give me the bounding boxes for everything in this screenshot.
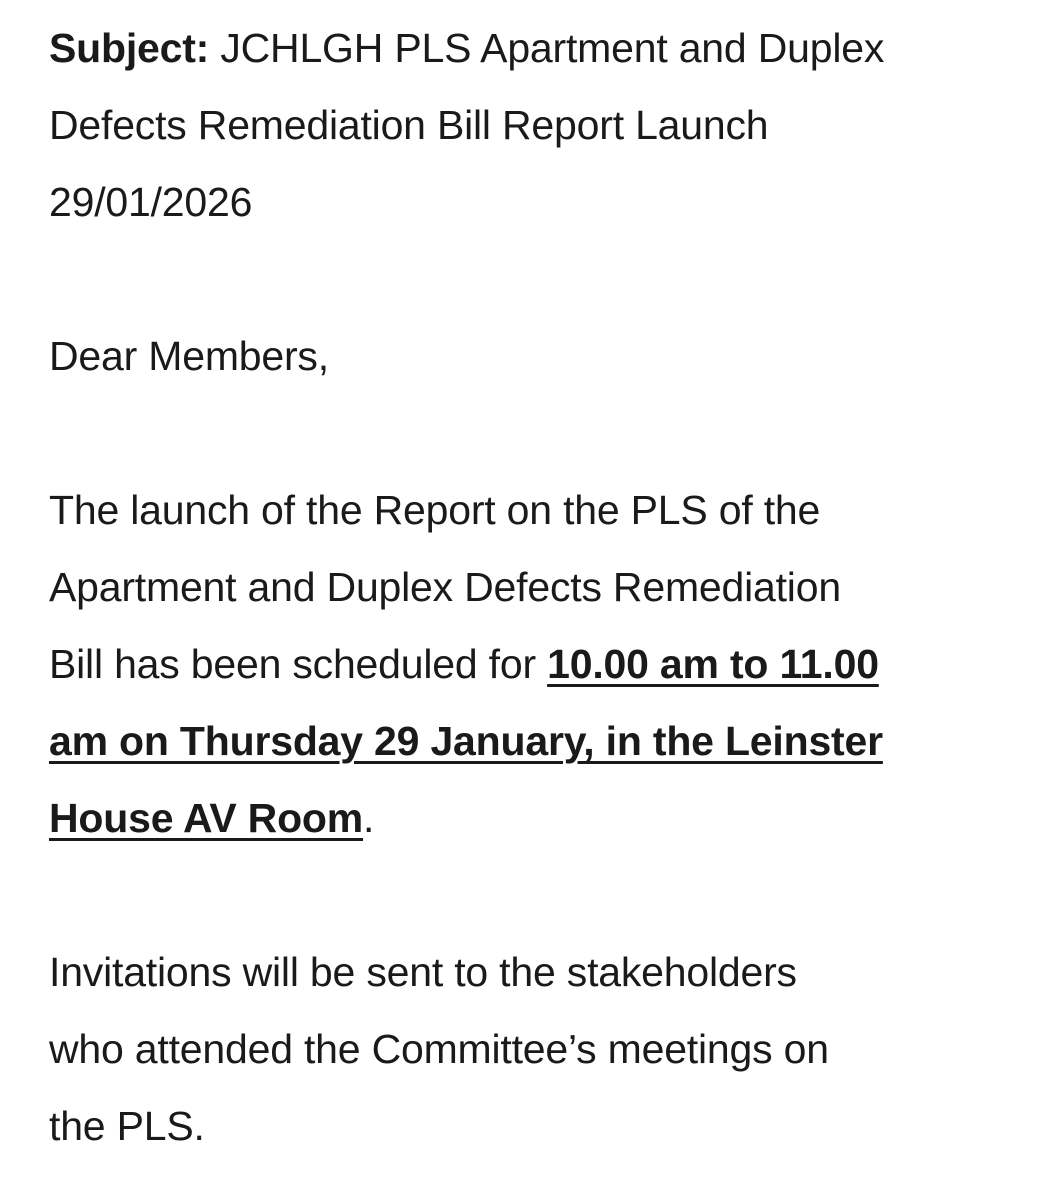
launch-line-5-suffix: . (363, 795, 375, 841)
subject-label: Subject: (49, 25, 210, 71)
subject-line-2: Defects Remediation Bill Report Launch (49, 102, 769, 148)
greeting-paragraph (49, 318, 1024, 395)
invitation-line-3: the PLS. (49, 1103, 205, 1149)
subject-line-1 (49, 10, 1024, 87)
launch-line-5 (49, 780, 1024, 857)
launch-line-2: Apartment and Duplex Defects Remediation (49, 564, 841, 610)
invitation-paragraph (49, 934, 1024, 1165)
launch-line-4 (49, 703, 1024, 780)
invitation-line-2: who attended the Committee’s meetings on (49, 1026, 829, 1072)
subject-line-3: 29/01/2026 (49, 179, 253, 225)
event-date-location: am on Thursday 29 January, in the Leinster (49, 718, 883, 764)
launch-line-1: The launch of the Report on the PLS of the (49, 487, 821, 533)
invitation-line-1: Invitations will be sent to the stakeholders (49, 949, 797, 995)
subject-paragraph (49, 10, 1024, 241)
launch-line-3 (49, 626, 1024, 703)
event-room: House AV Room (49, 795, 364, 841)
subject-text-1: JCHLGH PLS Apartment and Duplex (209, 25, 885, 71)
event-time-start: 10.00 am to 11.00 (547, 641, 879, 687)
document-body (49, 10, 1024, 1165)
launch-paragraph (49, 472, 1024, 857)
launch-line-3-text: Bill has been scheduled for (49, 641, 548, 687)
greeting-text: Dear Members, (49, 333, 329, 379)
